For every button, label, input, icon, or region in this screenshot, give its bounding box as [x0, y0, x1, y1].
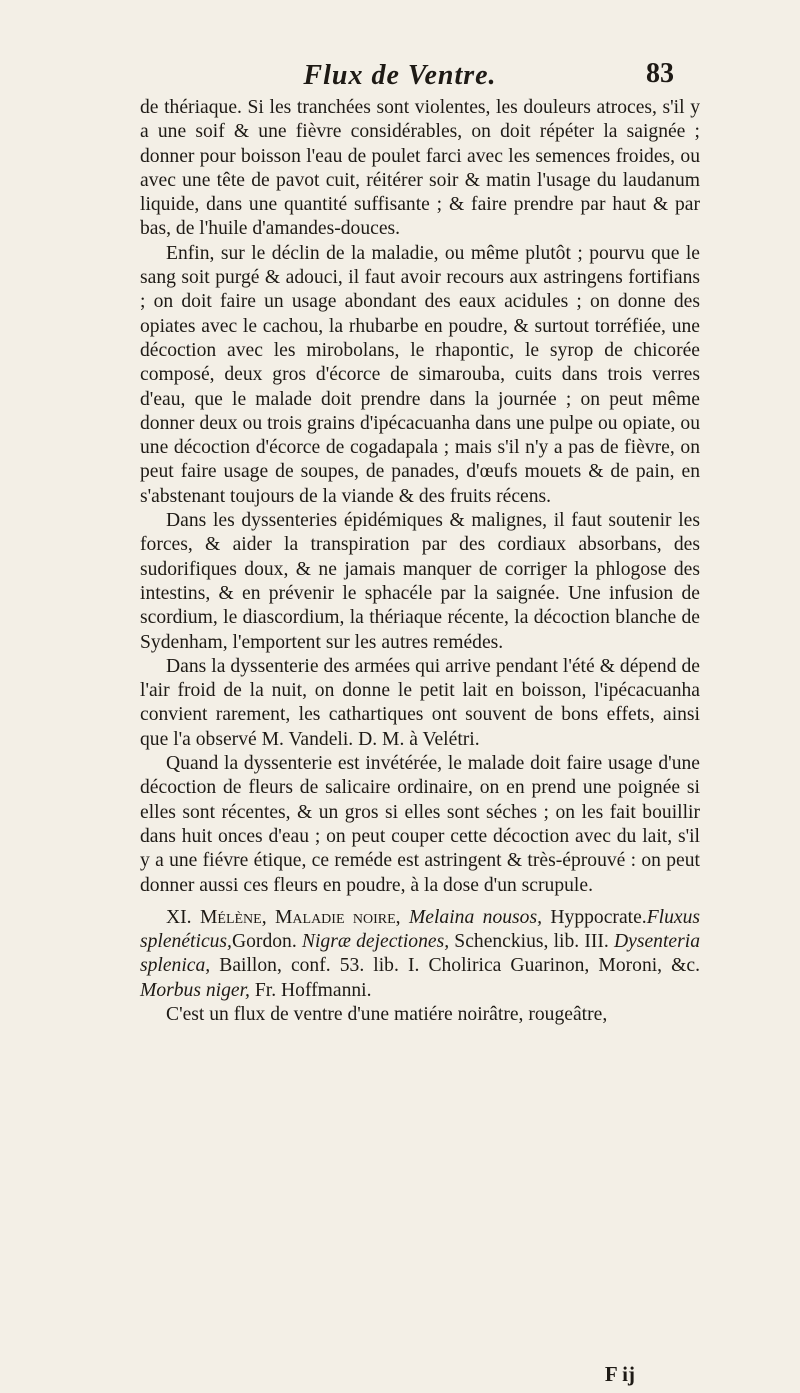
section-latin-name-2: Nigræ dejectiones,	[301, 931, 450, 953]
section-greek-name: Melaina nousos,	[408, 906, 542, 928]
page-footer	[0, 1362, 800, 1388]
section-number: XI.	[166, 906, 192, 928]
page-number: 83	[646, 58, 674, 89]
paragraph-2: Enfin, sur le déclin de la maladie, ou même plutôt ; pourvu que le sang soit purgé & adouci, il faut avoir recours aux astringens fortifians ; on doit faire un usage abondant des eaux acidules ; on donne des opiates avec le cachou, la rhubarbe en poudre, & surtout torréfiée, une décoction avec les mirobolans, le rhapontic, le syrop de chicorée composé, deux gros d'écorce de simarouba, cuits dans trois verres d'eau, que le malade doit prendre dans la journée ; on peut même donner deux ou trois grains d'ipécacuanha dans une pulpe ou opiate, ou une décoction d'écorce de cogadapala ; mais s'il n'y a pas de fièvre, on peut faire usage de soupes, de panades, d'œufs mouets & de pain, en s'abstenant toujours de la viande & des fruits récens.	[140, 242, 700, 507]
section-latin-name-3: Dysenteria splenica,	[140, 931, 700, 977]
section-author-1: Hyppocrate.	[550, 906, 647, 928]
section-latin-name-1: Fluxus splenéticus,	[140, 906, 701, 953]
section-author-2: Gordon.	[231, 931, 297, 953]
body-text	[140, 96, 700, 1027]
paragraph-1: de thériaque. Si les tranchées sont violentes, les douleurs atroces, s'il y a une soif & une fièvre considérables, on doit répéter la saignée ; donner pour boisson l'eau de poulet farci avec les semences froides, ou avec une tête de pavot cuit, réitérer soir & matin l'usage du laudanum liquide, dans une quantité suffisante ; & faire prendre par haut & par bas, de l'huile d'amandes-douces.	[140, 97, 700, 240]
paragraph-3: Dans les dyssenteries épidémiques & malignes, il faut soutenir les forces, & aider la transpiration par des cordiaux absorbans, des sudorifiques doux, & ne jamais manquer de corriger la phlogose des intestins, & en prévenir le sphacéle par la saignée. Une infusion de scordium, le diascordium, la thériaque récente, la décoction blanche de Sydenham, l'emportent sur les autres remédes.	[140, 510, 700, 653]
section-title: Mélène, Maladie noire,	[199, 906, 401, 928]
running-header	[0, 58, 800, 98]
section-author-5: Fr. Hoffmanni.	[254, 979, 372, 1001]
running-title: Flux de Ventre.	[303, 60, 497, 91]
section-author-3: Schenckius, lib. III.	[454, 931, 609, 953]
section-latin-name-4: Morbus niger,	[140, 979, 250, 1001]
signature-mark: F ij	[604, 1362, 635, 1386]
section-xi	[140, 906, 700, 1003]
section-author-4: Baillon, conf. 53. lib. I. Cholirica Guarinon, Moroni, &c.	[219, 955, 700, 977]
paragraph-4: Dans la dyssenterie des armées qui arrive pendant l'été & dépend de l'air froid de la nuit, on donne le petit lait en boisson, l'ipécacuanha convient rarement, les cathartiques ont souvent de bons effets, ainsi que l'a observé M. Vandeli. D. M. à Velétri.	[140, 655, 700, 750]
paragraph-5: Quand la dyssenterie est invétérée, le malade doit faire usage d'une décoction de fleurs de salicaire ordinaire, on en prend une poignée si elles sont récentes, & un gros si elles sont séches ; on les fait bouillir dans huit onces d'eau ; on peut couper cette décoction avec du lait, s'il y a une fiévre étique, ce reméde est astringent & très-éprouvé : on peut donner aussi ces fleurs en poudre, à la dose d'un scrupule.	[140, 753, 700, 896]
paragraph-6: C'est un flux de ventre d'une matiére noirâtre, rougeâtre,	[166, 1003, 608, 1025]
